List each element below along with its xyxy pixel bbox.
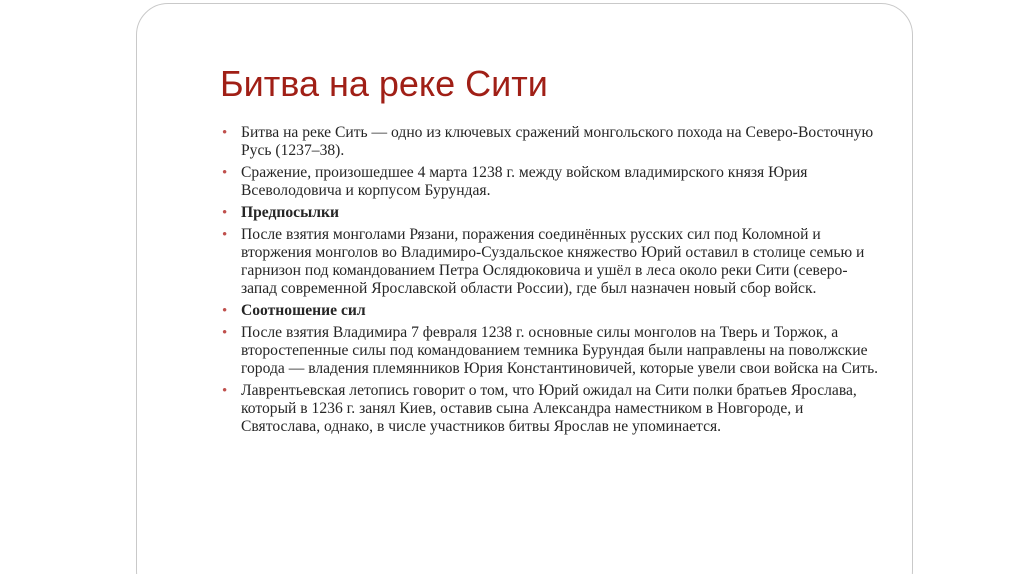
list-item — [222, 382, 882, 436]
list-item-text: Битва на реке Сить — одно из ключевых сражений монгольского похода на Северо-Восточную Русь (1237–38). — [241, 124, 874, 159]
section-heading-item — [222, 204, 882, 222]
bullet-list — [222, 124, 882, 440]
slide-title: Битва на реке Сити — [220, 63, 548, 104]
list-item-text: Лаврентьевская летопись говорит о том, что Юрий ожидал на Сити полки братьев Ярослава, который в 1236 г. занял Киев, оставив сына Александра наместником в Новгороде, и Святослава, однако, в числе участников битвы Ярослав не упоминается. — [241, 382, 857, 435]
list-item — [222, 124, 882, 160]
bullet-icon: • — [222, 205, 228, 221]
list-item — [222, 226, 882, 298]
list-item-text: После взятия монголами Рязани, поражения соединённых русских сил под Коломной и вторжения монголов во Владимиро-Суздальское княжество Юрий оставил в столице семью и гарнизон под командованием Петра Ослядюковича и ушёл в леса около реки Сити (северо-запад современной Ярославской области России), где был назначен новый сбор войск. — [241, 226, 865, 297]
list-item — [222, 324, 882, 378]
list-item — [222, 164, 882, 200]
bullet-icon: • — [222, 125, 228, 141]
bullet-icon: • — [222, 303, 228, 319]
list-item-text: Сражение, произошедшее 4 марта 1238 г. между войском владимирского князя Юрия Всеволодовича и корпусом Бурундая. — [241, 164, 808, 199]
list-item-text: После взятия Владимира 7 февраля 1238 г. основные силы монголов на Тверь и Торжок, а второстепенные силы под командованием темника Бурундая были направлены на поволжские города — владения племянников Юрия Константиновичей, которые увели свои войска на Сить. — [241, 324, 879, 377]
section-heading-forces: Соотношение сил — [241, 302, 366, 319]
bullet-icon: • — [222, 165, 228, 181]
bullet-icon: • — [222, 383, 228, 399]
section-heading-prerequisites: Предпосылки — [241, 204, 340, 221]
section-heading-item — [222, 302, 882, 320]
bullet-icon: • — [222, 325, 228, 341]
bullet-icon: • — [222, 227, 228, 243]
